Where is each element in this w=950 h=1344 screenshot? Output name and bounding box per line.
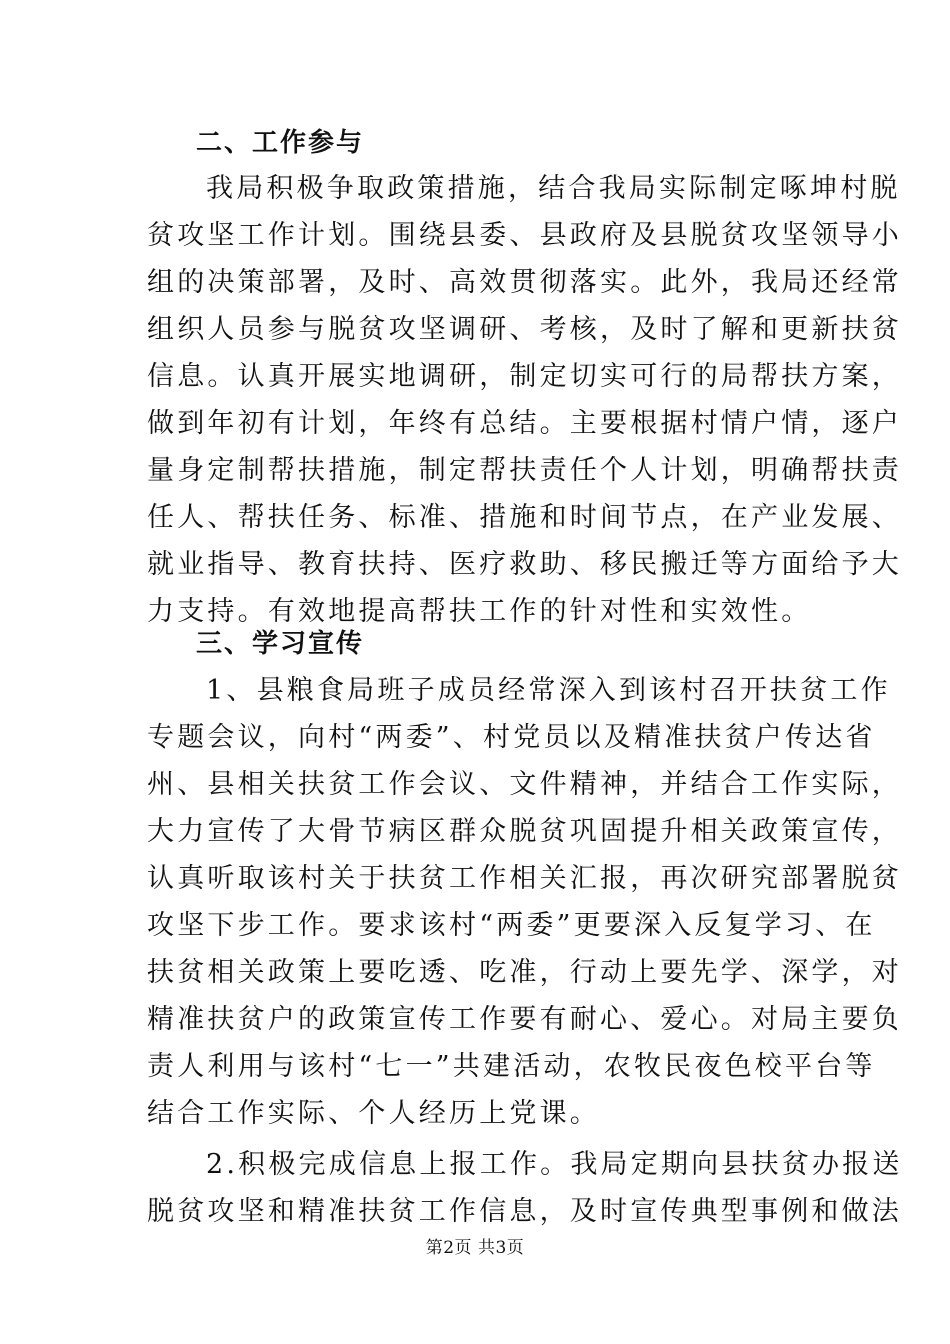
- paragraph-line: 认真听取该村关于扶贫工作相关汇报，再次研究部署脱贫: [147, 863, 902, 894]
- paragraph-line: 任人、帮扶任务、标准、措施和时间节点，在产业发展、: [147, 502, 902, 533]
- paragraph-line: 扶贫相关政策上要吃透、吃准，行动上要先学、深学，对: [147, 957, 902, 988]
- paragraph-line: 信息。认真开展实地调研，制定切实可行的局帮扶方案，: [147, 361, 902, 392]
- paragraph-line: 脱贫攻坚和精准扶贫工作信息，及时宣传典型事例和做法: [147, 1196, 902, 1227]
- section-heading: 三、学习宣传: [196, 629, 365, 659]
- paragraph-line: 州、县相关扶贫工作会议、文件精神，并结合工作实际，: [147, 769, 902, 800]
- paragraph-line: 量身定制帮扶措施，制定帮扶责任个人计划，明确帮扶责: [147, 455, 902, 486]
- paragraph-line: 精准扶贫户的政策宣传工作要有耐心、爱心。对局主要负: [147, 1004, 902, 1035]
- paragraph-line: 我局积极争取政策措施，结合我局实际制定啄坤村脱: [206, 173, 901, 204]
- paragraph-line: 结合工作实际、个人经历上党课。: [147, 1098, 600, 1129]
- page-number-footer: 第2页 共3页: [425, 1238, 525, 1258]
- paragraph-line: 做到年初有计划，年终有总结。主要根据村情户情，逐户: [147, 408, 902, 439]
- paragraph-line: 贫攻坚工作计划。围绕县委、县政府及县脱贫攻坚领导小: [147, 220, 902, 251]
- paragraph-line: 专题会议，向村“两委”、村党员以及精准扶贫户传达省: [147, 722, 876, 753]
- paragraph-line: 组织人员参与脱贫攻坚调研、考核，及时了解和更新扶贫: [147, 314, 902, 345]
- paragraph-line: 大力宣传了大骨节病区群众脱贫巩固提升相关政策宣传，: [147, 816, 902, 847]
- section-heading: 二、工作参与: [196, 128, 365, 158]
- paragraph-line: 攻坚下步工作。要求该村“两委”更要深入反复学习、在: [147, 910, 876, 941]
- paragraph-line: 就业指导、教育扶持、医疗救助、移民搬迁等方面给予大: [147, 549, 902, 580]
- paragraph-line: 组的决策部署，及时、高效贯彻落实。此外，我局还经常: [147, 267, 902, 298]
- paragraph-line: 2.积极完成信息上报工作。我局定期向县扶贫办报送: [206, 1149, 903, 1180]
- paragraph-line: 1、县粮食局班子成员经常深入到该村召开扶贫工作: [206, 675, 891, 706]
- paragraph-line: 力支持。有效地提高帮扶工作的针对性和实效性。: [147, 596, 812, 627]
- paragraph-line: 责人利用与该村“七一”共建活动，农牧民夜色校平台等: [147, 1051, 876, 1082]
